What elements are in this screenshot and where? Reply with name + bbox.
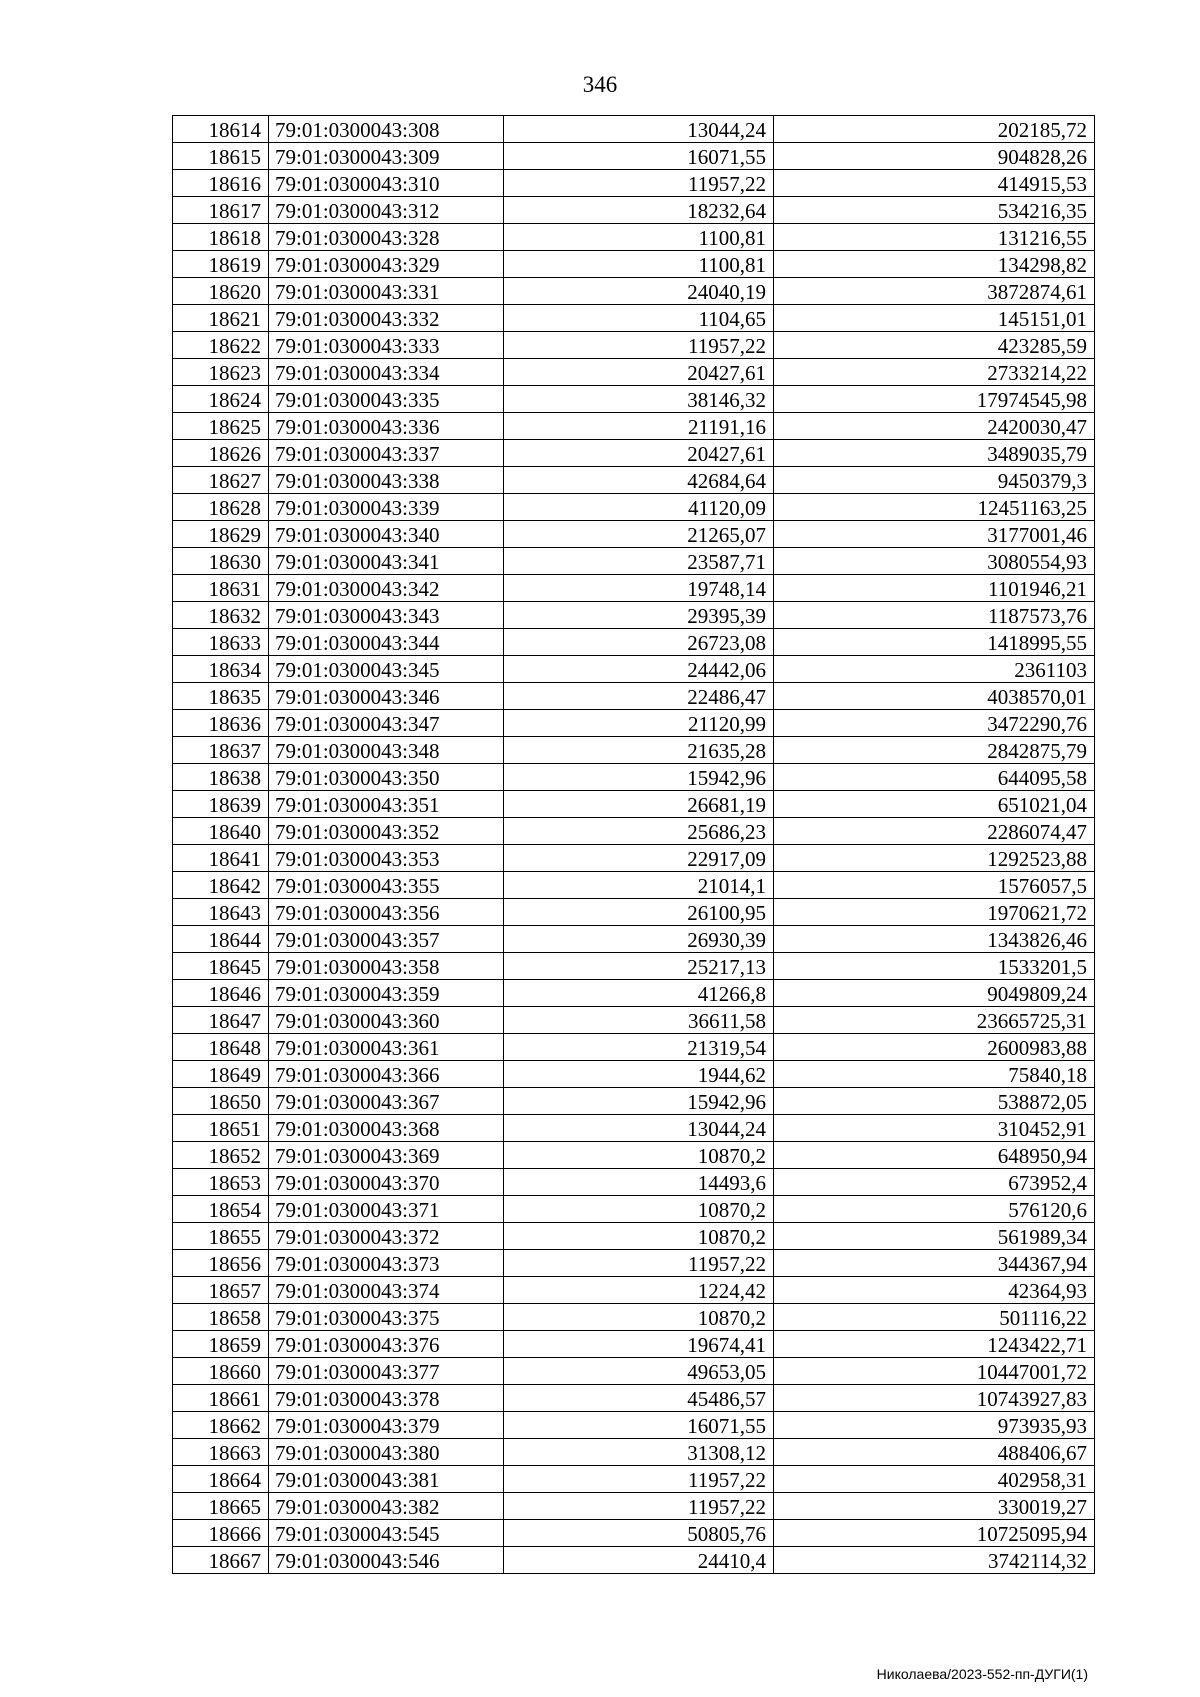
row-number-cell: 18649 bbox=[173, 1061, 269, 1088]
cadastral-number-cell: 79:01:0300043:372 bbox=[269, 1223, 504, 1250]
area-cell: 11957,22 bbox=[504, 332, 774, 359]
cadastral-number-cell: 79:01:0300043:361 bbox=[269, 1034, 504, 1061]
cadastral-number-cell: 79:01:0300043:350 bbox=[269, 764, 504, 791]
table-row bbox=[173, 1331, 1095, 1358]
row-number-cell: 18616 bbox=[173, 170, 269, 197]
table-row bbox=[173, 1115, 1095, 1142]
cadastral-number-cell: 79:01:0300043:360 bbox=[269, 1007, 504, 1034]
row-number-cell: 18647 bbox=[173, 1007, 269, 1034]
cadastral-number-cell: 79:01:0300043:356 bbox=[269, 899, 504, 926]
cadastral-value-cell: 17974545,98 bbox=[774, 386, 1095, 413]
table-row bbox=[173, 899, 1095, 926]
table-row bbox=[173, 1547, 1095, 1574]
row-number-cell: 18622 bbox=[173, 332, 269, 359]
cadastral-value-cell: 3489035,79 bbox=[774, 440, 1095, 467]
row-number-cell: 18617 bbox=[173, 197, 269, 224]
table-body bbox=[173, 116, 1095, 1574]
table-row bbox=[173, 1142, 1095, 1169]
area-cell: 22917,09 bbox=[504, 845, 774, 872]
area-cell: 16071,55 bbox=[504, 1412, 774, 1439]
cadastral-number-cell: 79:01:0300043:346 bbox=[269, 683, 504, 710]
area-cell: 24040,19 bbox=[504, 278, 774, 305]
cadastral-number-cell: 79:01:0300043:376 bbox=[269, 1331, 504, 1358]
cadastral-number-cell: 79:01:0300043:344 bbox=[269, 629, 504, 656]
cadastral-value-cell: 644095,58 bbox=[774, 764, 1095, 791]
cadastral-value-cell: 134298,82 bbox=[774, 251, 1095, 278]
area-cell: 29395,39 bbox=[504, 602, 774, 629]
area-cell: 26930,39 bbox=[504, 926, 774, 953]
cadastral-value-cell: 534216,35 bbox=[774, 197, 1095, 224]
cadastral-value-cell: 310452,91 bbox=[774, 1115, 1095, 1142]
area-cell: 26681,19 bbox=[504, 791, 774, 818]
cadastral-number-cell: 79:01:0300043:352 bbox=[269, 818, 504, 845]
cadastral-number-cell: 79:01:0300043:378 bbox=[269, 1385, 504, 1412]
cadastral-value-cell: 2733214,22 bbox=[774, 359, 1095, 386]
cadastral-number-cell: 79:01:0300043:371 bbox=[269, 1196, 504, 1223]
cadastral-number-cell: 79:01:0300043:545 bbox=[269, 1520, 504, 1547]
row-number-cell: 18638 bbox=[173, 764, 269, 791]
cadastral-value-cell: 23665725,31 bbox=[774, 1007, 1095, 1034]
table-row bbox=[173, 1466, 1095, 1493]
area-cell: 11957,22 bbox=[504, 1250, 774, 1277]
cadastral-number-cell: 79:01:0300043:546 bbox=[269, 1547, 504, 1574]
cadastral-value-cell: 3872874,61 bbox=[774, 278, 1095, 305]
row-number-cell: 18666 bbox=[173, 1520, 269, 1547]
row-number-cell: 18663 bbox=[173, 1439, 269, 1466]
cadastral-value-cell: 131216,55 bbox=[774, 224, 1095, 251]
table-row bbox=[173, 1169, 1095, 1196]
cadastral-value-cell: 9049809,24 bbox=[774, 980, 1095, 1007]
table-row bbox=[173, 818, 1095, 845]
cadastral-value-cell: 2361103 bbox=[774, 656, 1095, 683]
row-number-cell: 18657 bbox=[173, 1277, 269, 1304]
cadastral-value-cell: 651021,04 bbox=[774, 791, 1095, 818]
cadastral-value-cell: 538872,05 bbox=[774, 1088, 1095, 1115]
table-row bbox=[173, 656, 1095, 683]
cadastral-number-cell: 79:01:0300043:367 bbox=[269, 1088, 504, 1115]
cadastral-value-cell: 4038570,01 bbox=[774, 683, 1095, 710]
cadastral-number-cell: 79:01:0300043:381 bbox=[269, 1466, 504, 1493]
area-cell: 1100,81 bbox=[504, 224, 774, 251]
table-row bbox=[173, 1412, 1095, 1439]
cadastral-value-cell: 75840,18 bbox=[774, 1061, 1095, 1088]
cadastral-number-cell: 79:01:0300043:340 bbox=[269, 521, 504, 548]
area-cell: 26100,95 bbox=[504, 899, 774, 926]
table-row bbox=[173, 1250, 1095, 1277]
area-cell: 18232,64 bbox=[504, 197, 774, 224]
area-cell: 10870,2 bbox=[504, 1196, 774, 1223]
table-row bbox=[173, 1088, 1095, 1115]
area-cell: 10870,2 bbox=[504, 1223, 774, 1250]
cadastral-value-cell: 1418995,55 bbox=[774, 629, 1095, 656]
area-cell: 15942,96 bbox=[504, 1088, 774, 1115]
table-row bbox=[173, 1358, 1095, 1385]
table-row bbox=[173, 332, 1095, 359]
area-cell: 36611,58 bbox=[504, 1007, 774, 1034]
area-cell: 45486,57 bbox=[504, 1385, 774, 1412]
cadastral-number-cell: 79:01:0300043:348 bbox=[269, 737, 504, 764]
row-number-cell: 18614 bbox=[173, 116, 269, 143]
cadastral-number-cell: 79:01:0300043:331 bbox=[269, 278, 504, 305]
row-number-cell: 18665 bbox=[173, 1493, 269, 1520]
area-cell: 21120,99 bbox=[504, 710, 774, 737]
cadastral-number-cell: 79:01:0300043:329 bbox=[269, 251, 504, 278]
area-cell: 16071,55 bbox=[504, 143, 774, 170]
cadastral-value-cell: 1533201,5 bbox=[774, 953, 1095, 980]
table-row bbox=[173, 710, 1095, 737]
cadastral-value-cell: 1187573,76 bbox=[774, 602, 1095, 629]
row-number-cell: 18635 bbox=[173, 683, 269, 710]
table-row bbox=[173, 926, 1095, 953]
area-cell: 21265,07 bbox=[504, 521, 774, 548]
table-row bbox=[173, 1007, 1095, 1034]
row-number-cell: 18632 bbox=[173, 602, 269, 629]
table-row bbox=[173, 1439, 1095, 1466]
table-row bbox=[173, 1223, 1095, 1250]
table-row bbox=[173, 278, 1095, 305]
row-number-cell: 18652 bbox=[173, 1142, 269, 1169]
cadastral-number-cell: 79:01:0300043:368 bbox=[269, 1115, 504, 1142]
area-cell: 13044,24 bbox=[504, 1115, 774, 1142]
cadastral-value-cell: 3177001,46 bbox=[774, 521, 1095, 548]
cadastral-value-cell: 10447001,72 bbox=[774, 1358, 1095, 1385]
area-cell: 41120,09 bbox=[504, 494, 774, 521]
area-cell: 1224,42 bbox=[504, 1277, 774, 1304]
row-number-cell: 18636 bbox=[173, 710, 269, 737]
cadastral-number-cell: 79:01:0300043:380 bbox=[269, 1439, 504, 1466]
document-footer: Николаева/2023-552-пп-ДУГИ(1) bbox=[876, 1666, 1088, 1682]
cadastral-number-cell: 79:01:0300043:357 bbox=[269, 926, 504, 953]
area-cell: 42684,64 bbox=[504, 467, 774, 494]
area-cell: 11957,22 bbox=[504, 1493, 774, 1520]
area-cell: 41266,8 bbox=[504, 980, 774, 1007]
area-cell: 21014,1 bbox=[504, 872, 774, 899]
cadastral-value-cell: 973935,93 bbox=[774, 1412, 1095, 1439]
cadastral-value-cell: 344367,94 bbox=[774, 1250, 1095, 1277]
cadastral-number-cell: 79:01:0300043:336 bbox=[269, 413, 504, 440]
cadastral-number-cell: 79:01:0300043:373 bbox=[269, 1250, 504, 1277]
cadastral-value-cell: 1576057,5 bbox=[774, 872, 1095, 899]
row-number-cell: 18623 bbox=[173, 359, 269, 386]
cadastral-number-cell: 79:01:0300043:328 bbox=[269, 224, 504, 251]
area-cell: 31308,12 bbox=[504, 1439, 774, 1466]
cadastral-value-cell: 402958,31 bbox=[774, 1466, 1095, 1493]
cadastral-value-cell: 10725095,94 bbox=[774, 1520, 1095, 1547]
table-row bbox=[173, 521, 1095, 548]
cadastral-value-cell: 414915,53 bbox=[774, 170, 1095, 197]
cadastral-value-cell: 488406,67 bbox=[774, 1439, 1095, 1466]
cadastral-number-cell: 79:01:0300043:351 bbox=[269, 791, 504, 818]
cadastral-value-cell: 904828,26 bbox=[774, 143, 1095, 170]
cadastral-number-cell: 79:01:0300043:343 bbox=[269, 602, 504, 629]
area-cell: 23587,71 bbox=[504, 548, 774, 575]
row-number-cell: 18660 bbox=[173, 1358, 269, 1385]
table-row bbox=[173, 359, 1095, 386]
cadastral-value-cell: 501116,22 bbox=[774, 1304, 1095, 1331]
table-row bbox=[173, 791, 1095, 818]
row-number-cell: 18615 bbox=[173, 143, 269, 170]
row-number-cell: 18643 bbox=[173, 899, 269, 926]
table-row bbox=[173, 1385, 1095, 1412]
row-number-cell: 18627 bbox=[173, 467, 269, 494]
row-number-cell: 18646 bbox=[173, 980, 269, 1007]
row-number-cell: 18628 bbox=[173, 494, 269, 521]
cadastral-value-cell: 576120,6 bbox=[774, 1196, 1095, 1223]
cadastral-value-cell: 423285,59 bbox=[774, 332, 1095, 359]
area-cell: 19674,41 bbox=[504, 1331, 774, 1358]
cadastral-number-cell: 79:01:0300043:347 bbox=[269, 710, 504, 737]
cadastral-number-cell: 79:01:0300043:310 bbox=[269, 170, 504, 197]
row-number-cell: 18655 bbox=[173, 1223, 269, 1250]
row-number-cell: 18644 bbox=[173, 926, 269, 953]
table-row bbox=[173, 953, 1095, 980]
cadastral-value-cell: 561989,34 bbox=[774, 1223, 1095, 1250]
table-row bbox=[173, 170, 1095, 197]
cadastral-number-cell: 79:01:0300043:334 bbox=[269, 359, 504, 386]
area-cell: 14493,6 bbox=[504, 1169, 774, 1196]
cadastral-value-cell: 2842875,79 bbox=[774, 737, 1095, 764]
table-row bbox=[173, 980, 1095, 1007]
area-cell: 21319,54 bbox=[504, 1034, 774, 1061]
cadastral-value-cell: 202185,72 bbox=[774, 116, 1095, 143]
cadastral-number-cell: 79:01:0300043:355 bbox=[269, 872, 504, 899]
table-row bbox=[173, 251, 1095, 278]
cadastral-number-cell: 79:01:0300043:375 bbox=[269, 1304, 504, 1331]
cadastral-number-cell: 79:01:0300043:342 bbox=[269, 575, 504, 602]
row-number-cell: 18621 bbox=[173, 305, 269, 332]
table-row bbox=[173, 845, 1095, 872]
row-number-cell: 18664 bbox=[173, 1466, 269, 1493]
cadastral-number-cell: 79:01:0300043:358 bbox=[269, 953, 504, 980]
area-cell: 38146,32 bbox=[504, 386, 774, 413]
cadastral-number-cell: 79:01:0300043:370 bbox=[269, 1169, 504, 1196]
table-row bbox=[173, 764, 1095, 791]
row-number-cell: 18648 bbox=[173, 1034, 269, 1061]
table-row bbox=[173, 737, 1095, 764]
area-cell: 26723,08 bbox=[504, 629, 774, 656]
cadastral-value-cell: 3080554,93 bbox=[774, 548, 1095, 575]
cadastral-value-cell: 1970621,72 bbox=[774, 899, 1095, 926]
row-number-cell: 18626 bbox=[173, 440, 269, 467]
cadastral-value-cell: 9450379,3 bbox=[774, 467, 1095, 494]
cadastral-value-cell: 2600983,88 bbox=[774, 1034, 1095, 1061]
cadastral-number-cell: 79:01:0300043:338 bbox=[269, 467, 504, 494]
row-number-cell: 18624 bbox=[173, 386, 269, 413]
cadastral-number-cell: 79:01:0300043:335 bbox=[269, 386, 504, 413]
cadastral-number-cell: 79:01:0300043:369 bbox=[269, 1142, 504, 1169]
cadastral-number-cell: 79:01:0300043:353 bbox=[269, 845, 504, 872]
cadastral-number-cell: 79:01:0300043:382 bbox=[269, 1493, 504, 1520]
area-cell: 24442,06 bbox=[504, 656, 774, 683]
area-cell: 25217,13 bbox=[504, 953, 774, 980]
cadastral-number-cell: 79:01:0300043:377 bbox=[269, 1358, 504, 1385]
area-cell: 49653,05 bbox=[504, 1358, 774, 1385]
row-number-cell: 18620 bbox=[173, 278, 269, 305]
row-number-cell: 18642 bbox=[173, 872, 269, 899]
table-row bbox=[173, 872, 1095, 899]
row-number-cell: 18661 bbox=[173, 1385, 269, 1412]
row-number-cell: 18618 bbox=[173, 224, 269, 251]
area-cell: 10870,2 bbox=[504, 1142, 774, 1169]
cadastral-value-cell: 42364,93 bbox=[774, 1277, 1095, 1304]
area-cell: 50805,76 bbox=[504, 1520, 774, 1547]
cadastral-number-cell: 79:01:0300043:333 bbox=[269, 332, 504, 359]
cadastral-value-cell: 12451163,25 bbox=[774, 494, 1095, 521]
area-cell: 1104,65 bbox=[504, 305, 774, 332]
cadastral-number-cell: 79:01:0300043:345 bbox=[269, 656, 504, 683]
cadastral-value-cell: 2286074,47 bbox=[774, 818, 1095, 845]
cadastral-value-cell: 10743927,83 bbox=[774, 1385, 1095, 1412]
row-number-cell: 18630 bbox=[173, 548, 269, 575]
table-row bbox=[173, 1520, 1095, 1547]
row-number-cell: 18662 bbox=[173, 1412, 269, 1439]
cadastral-value-cell: 1343826,46 bbox=[774, 926, 1095, 953]
cadastral-value-cell: 3472290,76 bbox=[774, 710, 1095, 737]
table-row bbox=[173, 494, 1095, 521]
area-cell: 1944,62 bbox=[504, 1061, 774, 1088]
page-number: 346 bbox=[582, 72, 618, 97]
cadastral-number-cell: 79:01:0300043:309 bbox=[269, 143, 504, 170]
area-cell: 10870,2 bbox=[504, 1304, 774, 1331]
cadastral-number-cell: 79:01:0300043:308 bbox=[269, 116, 504, 143]
cadastral-number-cell: 79:01:0300043:339 bbox=[269, 494, 504, 521]
area-cell: 11957,22 bbox=[504, 170, 774, 197]
cadastral-number-cell: 79:01:0300043:341 bbox=[269, 548, 504, 575]
table-row bbox=[173, 548, 1095, 575]
cadastral-value-cell: 648950,94 bbox=[774, 1142, 1095, 1169]
row-number-cell: 18651 bbox=[173, 1115, 269, 1142]
row-number-cell: 18633 bbox=[173, 629, 269, 656]
row-number-cell: 18645 bbox=[173, 953, 269, 980]
cadastral-value-cell: 330019,27 bbox=[774, 1493, 1095, 1520]
area-cell: 1100,81 bbox=[504, 251, 774, 278]
row-number-cell: 18631 bbox=[173, 575, 269, 602]
cadastral-value-cell: 2420030,47 bbox=[774, 413, 1095, 440]
table-row bbox=[173, 467, 1095, 494]
table-row bbox=[173, 116, 1095, 143]
row-number-cell: 18619 bbox=[173, 251, 269, 278]
cadastral-value-cell: 145151,01 bbox=[774, 305, 1095, 332]
table-row bbox=[173, 629, 1095, 656]
row-number-cell: 18653 bbox=[173, 1169, 269, 1196]
table-row bbox=[173, 197, 1095, 224]
row-number-cell: 18625 bbox=[173, 413, 269, 440]
row-number-cell: 18641 bbox=[173, 845, 269, 872]
cadastral-number-cell: 79:01:0300043:374 bbox=[269, 1277, 504, 1304]
table-row bbox=[173, 1493, 1095, 1520]
cadastral-value-cell: 1243422,71 bbox=[774, 1331, 1095, 1358]
row-number-cell: 18640 bbox=[173, 818, 269, 845]
table-row bbox=[173, 143, 1095, 170]
area-cell: 13044,24 bbox=[504, 116, 774, 143]
area-cell: 15942,96 bbox=[504, 764, 774, 791]
table-row bbox=[173, 440, 1095, 467]
table-row bbox=[173, 413, 1095, 440]
table-row bbox=[173, 1304, 1095, 1331]
area-cell: 20427,61 bbox=[504, 359, 774, 386]
cadastral-value-cell: 1292523,88 bbox=[774, 845, 1095, 872]
area-cell: 20427,61 bbox=[504, 440, 774, 467]
row-number-cell: 18650 bbox=[173, 1088, 269, 1115]
table-row bbox=[173, 575, 1095, 602]
table-row bbox=[173, 602, 1095, 629]
row-number-cell: 18667 bbox=[173, 1547, 269, 1574]
table-row bbox=[173, 1196, 1095, 1223]
table-row bbox=[173, 224, 1095, 251]
area-cell: 22486,47 bbox=[504, 683, 774, 710]
area-cell: 11957,22 bbox=[504, 1466, 774, 1493]
row-number-cell: 18658 bbox=[173, 1304, 269, 1331]
cadastral-number-cell: 79:01:0300043:366 bbox=[269, 1061, 504, 1088]
cadastral-value-table bbox=[172, 115, 1095, 1574]
area-cell: 21191,16 bbox=[504, 413, 774, 440]
area-cell: 21635,28 bbox=[504, 737, 774, 764]
table-row bbox=[173, 305, 1095, 332]
table-row bbox=[173, 1034, 1095, 1061]
row-number-cell: 18634 bbox=[173, 656, 269, 683]
cadastral-number-cell: 79:01:0300043:312 bbox=[269, 197, 504, 224]
cadastral-value-cell: 3742114,32 bbox=[774, 1547, 1095, 1574]
table-row bbox=[173, 1277, 1095, 1304]
table-row bbox=[173, 1061, 1095, 1088]
row-number-cell: 18656 bbox=[173, 1250, 269, 1277]
row-number-cell: 18659 bbox=[173, 1331, 269, 1358]
row-number-cell: 18639 bbox=[173, 791, 269, 818]
row-number-cell: 18654 bbox=[173, 1196, 269, 1223]
cadastral-number-cell: 79:01:0300043:379 bbox=[269, 1412, 504, 1439]
table-row bbox=[173, 386, 1095, 413]
cadastral-number-cell: 79:01:0300043:359 bbox=[269, 980, 504, 1007]
area-cell: 19748,14 bbox=[504, 575, 774, 602]
table-row bbox=[173, 683, 1095, 710]
cadastral-number-cell: 79:01:0300043:332 bbox=[269, 305, 504, 332]
area-cell: 25686,23 bbox=[504, 818, 774, 845]
cadastral-number-cell: 79:01:0300043:337 bbox=[269, 440, 504, 467]
row-number-cell: 18637 bbox=[173, 737, 269, 764]
cadastral-value-cell: 673952,4 bbox=[774, 1169, 1095, 1196]
area-cell: 24410,4 bbox=[504, 1547, 774, 1574]
row-number-cell: 18629 bbox=[173, 521, 269, 548]
cadastral-value-cell: 1101946,21 bbox=[774, 575, 1095, 602]
